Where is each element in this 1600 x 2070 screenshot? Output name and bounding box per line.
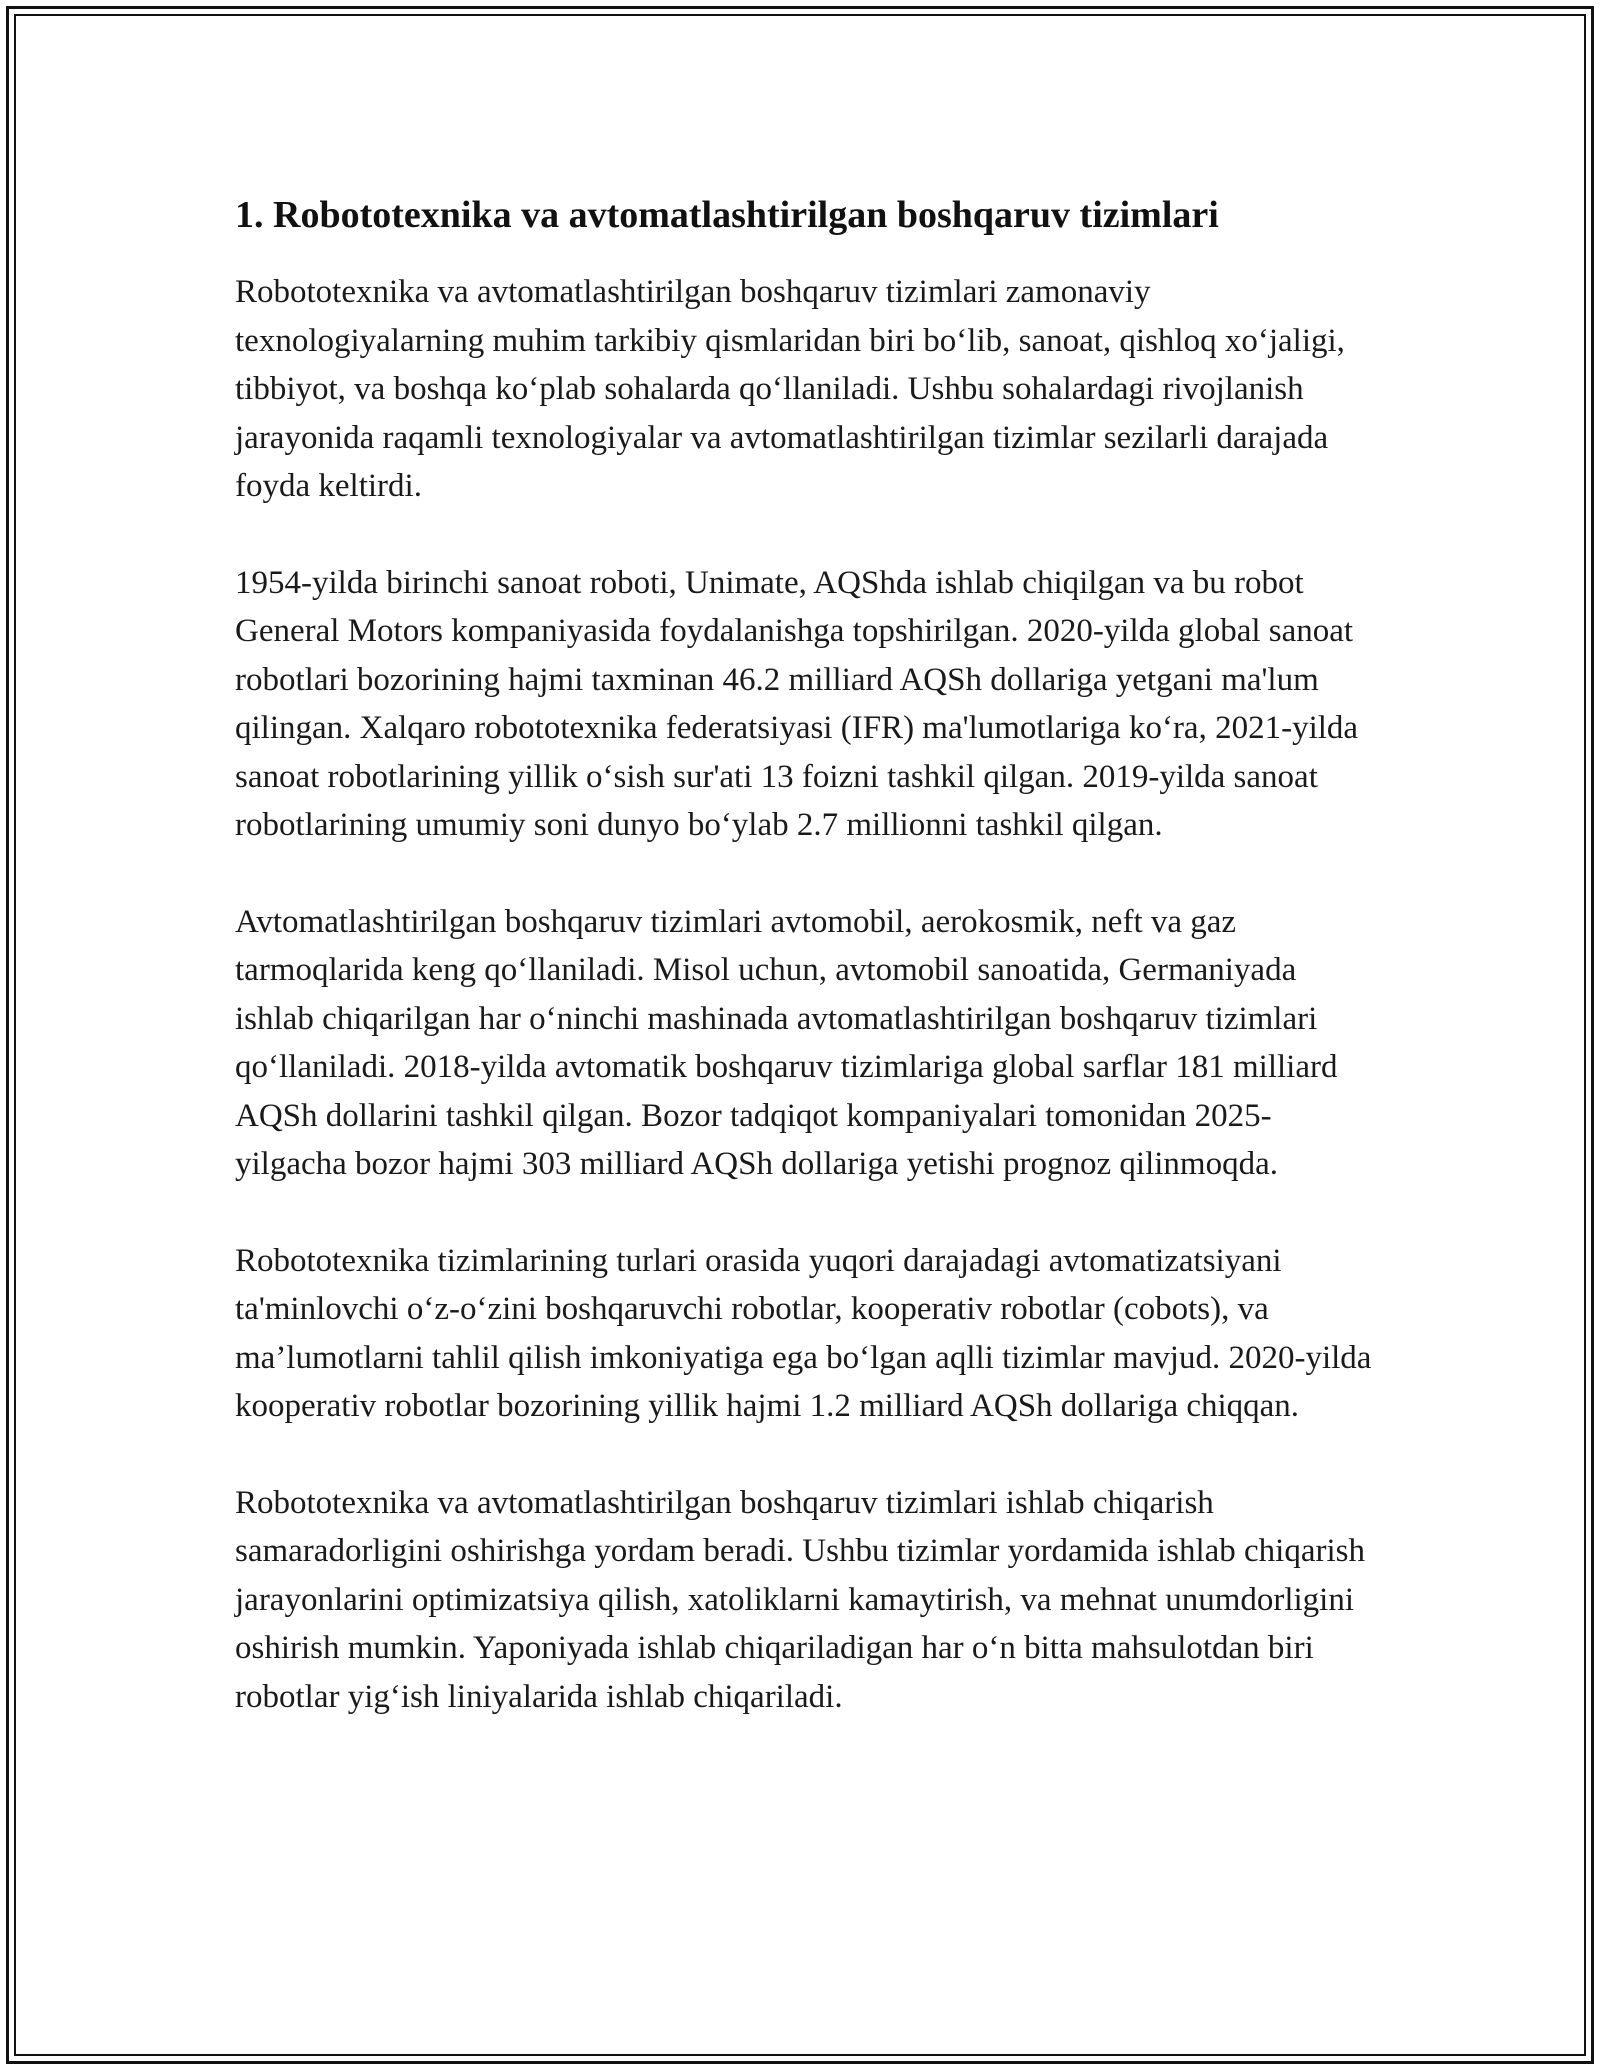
paragraph-history: 1954-yilda birinchi sanoat roboti, Unimate, AQShda ishlab chiqilgan va bu robot General Motors kompaniyasida foydalanishga topshirilgan. 2020-yilda global sanoat robotlari bozorining hajmi taxminan 46.2 milliard AQSh dollariga yetgani ma'lum qilingan. Xalqaro robototexnika federatsiyasi (IFR) ma'lumotlariga ko‘ra, 2021-yilda sanoat robotlarining yillik o‘sish sur'ati 13 foizni tashkil qilgan. 2019-yilda sanoat robotlarining umumiy soni dunyo bo‘ylab 2.7 millionni tashkil qilgan. bbox=[235, 564, 1359, 843]
section-heading: 1. Robototexnika va avtomatlashtirilgan boshqaruv tizimlari bbox=[235, 194, 1219, 236]
paragraph-efficiency: Robototexnika va avtomatlashtirilgan boshqaruv tizimlari ishlab chiqarish samaradorligini oshirishga yordam beradi. Ushbu tizimlar yordamida ishlab chiqarish jarayonlarini optimizatsiya qilish, xatoliklarni kamaytirish, va mehnat unumdorligini oshirish mumkin. Yaponiyada ishlab chiqariladigan har o‘n bitta mahsulotdan biri robotlar yig‘ish liniyalarida ishlab chiqariladi. bbox=[235, 1484, 1365, 1715]
paragraph-intro: Robototexnika va avtomatlashtirilgan boshqaruv tizimlari zamonaviy texnologiyalarning muhim tarkibiy qismlaridan biri bo‘lib, sanoat, qishloq xo‘jaligi, tibbiyot, va boshqa ko‘plab sohalarda qo‘llaniladi. Ushbu sohalardagi rivojlanish jarayonida raqamli texnologiyalar va avtomatlashtirilgan tizimlar sezilarli darajada foyda keltirdi. bbox=[235, 274, 1345, 504]
document-body bbox=[235, 184, 1375, 1769]
paragraph-robot-types: Robototexnika tizimlarining turlari orasida yuqori darajadagi avtomatizatsiyani ta'minlovchi o‘z-o‘zini boshqaruvchi robotlar, kooperativ robotlar (cobots), va ma’lumotlarni tahlil qilish imkoniyatiga ega bo‘lgan aqlli tizimlar mavjud. 2020-yilda kooperativ robotlar bozorining yillik hajmi 1.2 milliard AQSh dollariga chiqqan. bbox=[235, 1242, 1372, 1424]
paragraph-automation: Avtomatlashtirilgan boshqaruv tizimlari avtomobil, aerokosmik, neft va gaz tarmoqlarida keng qo‘llaniladi. Misol uchun, avtomobil sanoatida, Germaniyada ishlab chiqarilgan har o‘ninchi mashinada avtomatlashtirilgan boshqaruv tizimlari qo‘llaniladi. 2018-yilda avtomatik boshqaruv tizimlariga global sarflar 181 milliard AQSh dollarini tashkil qilgan. Bozor tadqiqot kompaniyalari tomonidan 2025-yilgacha bozor hajmi 303 milliard AQSh dollariga yetishi prognoz qilinmoqda. bbox=[235, 903, 1338, 1182]
